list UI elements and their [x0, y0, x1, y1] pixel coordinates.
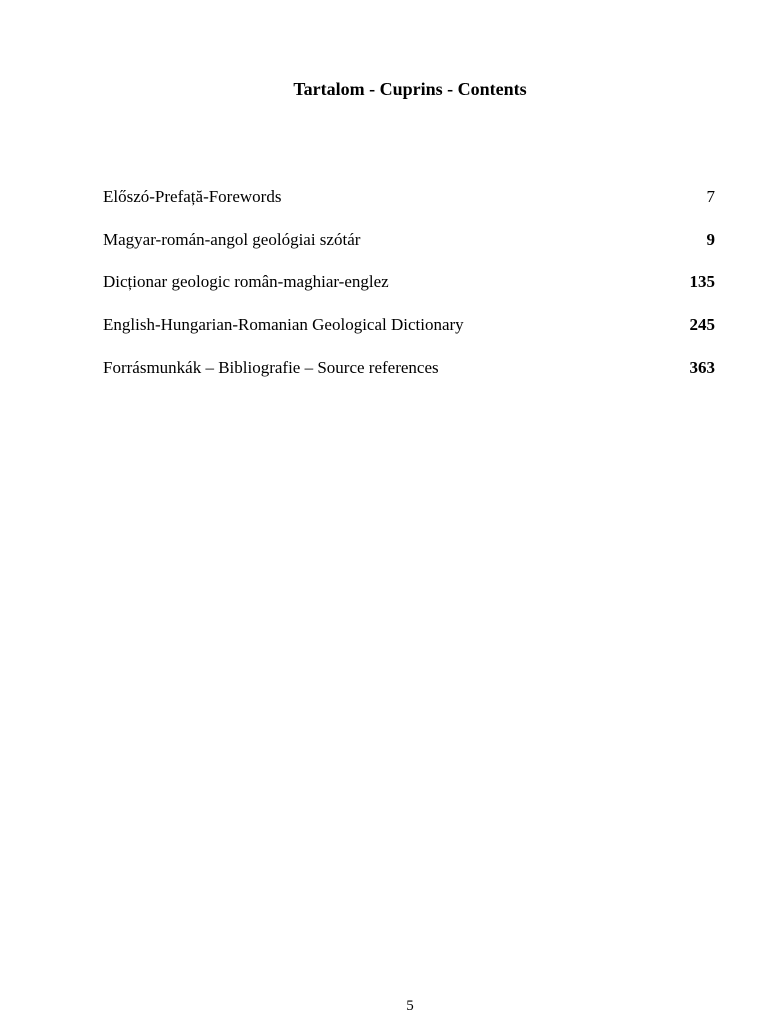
toc-entry-title: Dicționar geologic român-maghiar-englez	[103, 272, 389, 292]
toc-entry-page: 7	[706, 187, 715, 206]
toc-entry-source-references	[103, 355, 715, 398]
toc-entry-romanian-dictionary	[103, 269, 715, 312]
toc-entry-hungarian-dictionary	[103, 227, 715, 270]
page-number: 5	[406, 998, 414, 1014]
toc-entry-page: 9	[706, 229, 715, 249]
table-of-contents	[103, 184, 715, 397]
toc-entry-page: 363	[689, 357, 715, 377]
toc-entry-title: Magyar-román-angol geológiai szótár	[103, 229, 361, 249]
toc-entry-page: 245	[689, 315, 715, 335]
toc-entry-page: 135	[689, 272, 715, 292]
toc-entry-forewords	[103, 184, 715, 227]
toc-entry-title: Forrásmunkák – Bibliografie – Source references	[103, 357, 439, 377]
page-title: Tartalom - Cuprins - Contents	[293, 79, 527, 99]
toc-entry-title: Előszó-Prefață-Forewords	[103, 187, 282, 206]
toc-entry-title: English-Hungarian-Romanian Geological Dictionary	[103, 315, 464, 335]
toc-entry-english-dictionary	[103, 312, 715, 355]
